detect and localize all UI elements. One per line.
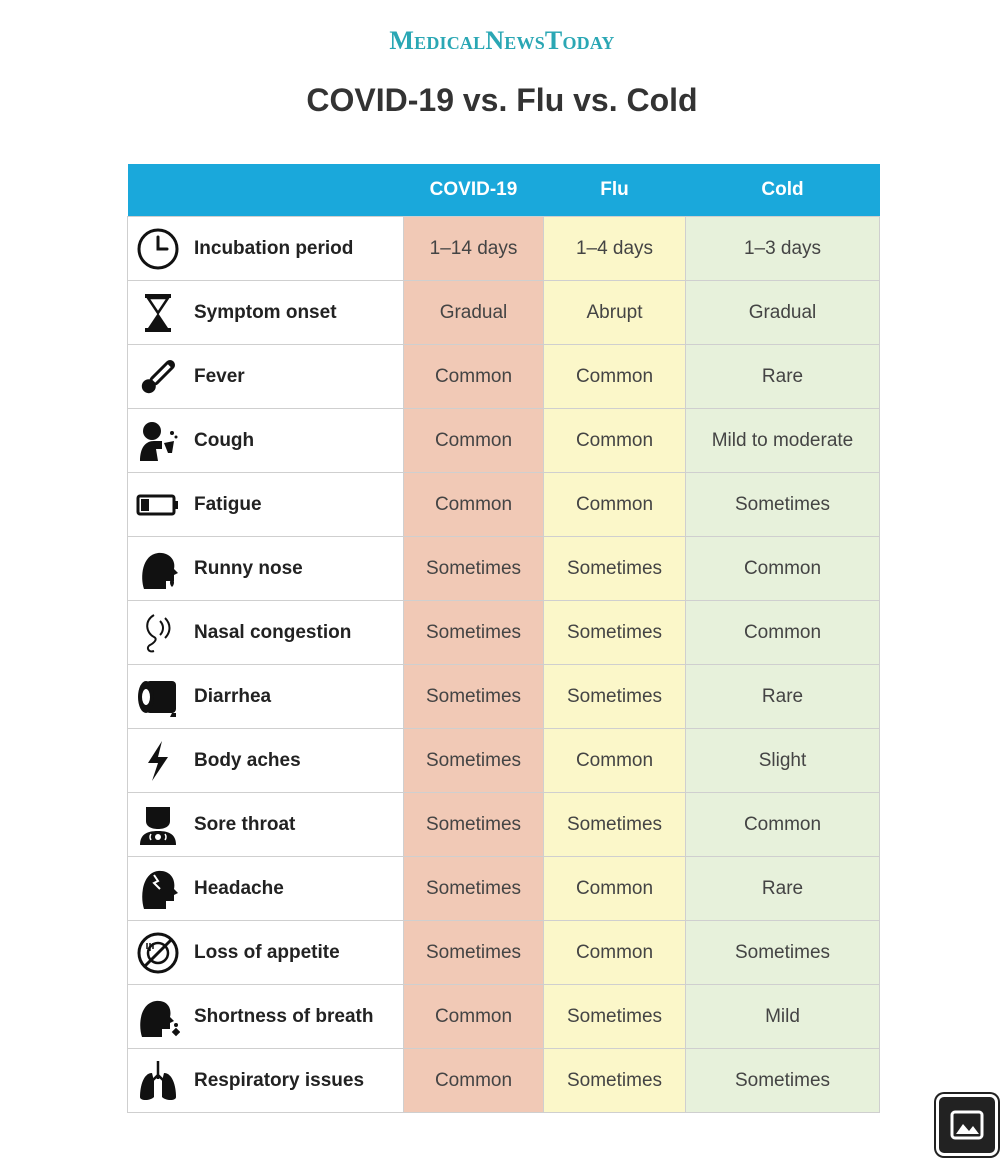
- comparison-table: [127, 164, 880, 1113]
- cold-value: Mild: [686, 985, 880, 1049]
- flu-value: Sometimes: [544, 985, 686, 1049]
- covid-value: Sometimes: [404, 537, 544, 601]
- symptom-cell: [128, 537, 404, 601]
- symptom-cell: [128, 281, 404, 345]
- flu-value: Sometimes: [544, 1049, 686, 1113]
- table-row: [128, 985, 880, 1049]
- cold-value: Slight: [686, 729, 880, 793]
- covid-value: Common: [404, 345, 544, 409]
- covid-value: Sometimes: [404, 729, 544, 793]
- cold-value: Common: [686, 793, 880, 857]
- covid-value: Common: [404, 473, 544, 537]
- toilet-paper-icon: [134, 673, 182, 721]
- clock-icon: [134, 225, 182, 273]
- flu-value: Sometimes: [544, 793, 686, 857]
- lightning-bolt-icon: [134, 737, 182, 785]
- cold-value: Common: [686, 537, 880, 601]
- table-row: [128, 537, 880, 601]
- covid-value: 1–14 days: [404, 217, 544, 281]
- covid-value: Sometimes: [404, 921, 544, 985]
- lungs-icon: [134, 1057, 182, 1105]
- cold-value: Rare: [686, 345, 880, 409]
- table-row: [128, 921, 880, 985]
- table-row: [128, 857, 880, 921]
- brand-logo: MedicalNewsToday: [389, 26, 615, 55]
- header-cold: Cold: [686, 164, 880, 217]
- symptom-cell: [128, 665, 404, 729]
- symptom-label: Loss of appetite: [194, 941, 340, 963]
- symptom-label: Cough: [194, 429, 255, 451]
- symptom-cell: [128, 921, 404, 985]
- flu-value: Common: [544, 857, 686, 921]
- header-flu: Flu: [544, 164, 686, 217]
- flu-value: Common: [544, 409, 686, 473]
- table-row: [128, 1049, 880, 1113]
- flu-value: Common: [544, 345, 686, 409]
- table-row: [128, 665, 880, 729]
- table-row: [128, 601, 880, 665]
- covid-value: Gradual: [404, 281, 544, 345]
- flu-value: Common: [544, 921, 686, 985]
- symptom-label: Sore throat: [194, 813, 296, 835]
- hourglass-icon: [134, 289, 182, 337]
- cold-value: Sometimes: [686, 921, 880, 985]
- flu-value: Sometimes: [544, 665, 686, 729]
- symptom-cell: [128, 729, 404, 793]
- nasal-congestion-icon: [134, 609, 182, 657]
- symptom-label: Runny nose: [194, 557, 303, 579]
- covid-value: Sometimes: [404, 665, 544, 729]
- symptom-label: Shortness of breath: [194, 1005, 374, 1027]
- image-icon: [950, 1110, 984, 1140]
- thermometer-icon: [134, 353, 182, 401]
- covid-value: Common: [404, 985, 544, 1049]
- table-row: [128, 473, 880, 537]
- cold-value: Gradual: [686, 281, 880, 345]
- header-symptom: [128, 164, 404, 217]
- page-title: COVID-19 vs. Flu vs. Cold: [306, 82, 698, 118]
- table-row: [128, 281, 880, 345]
- cold-value: Rare: [686, 665, 880, 729]
- symptom-label: Diarrhea: [194, 685, 272, 707]
- flu-value: Abrupt: [544, 281, 686, 345]
- sore-throat-icon: [134, 801, 182, 849]
- breath-icon: [134, 993, 182, 1041]
- covid-value: Sometimes: [404, 601, 544, 665]
- table-row: [128, 793, 880, 857]
- cold-value: Mild to moderate: [686, 409, 880, 473]
- symptom-cell: [128, 345, 404, 409]
- flu-value: Common: [544, 729, 686, 793]
- headache-icon: [134, 865, 182, 913]
- symptom-cell: [128, 985, 404, 1049]
- symptom-label: Symptom onset: [194, 301, 337, 323]
- symptom-cell: [128, 473, 404, 537]
- symptom-cell: [128, 409, 404, 473]
- flu-value: Sometimes: [544, 601, 686, 665]
- header-covid: COVID-19: [404, 164, 544, 217]
- symptom-label: Fever: [194, 365, 245, 387]
- symptom-label: Incubation period: [194, 237, 354, 259]
- covid-value: Sometimes: [404, 793, 544, 857]
- symptom-cell: [128, 1049, 404, 1113]
- table-row: [128, 345, 880, 409]
- flu-value: 1–4 days: [544, 217, 686, 281]
- cold-value: Sometimes: [686, 1049, 880, 1113]
- table-row: [128, 729, 880, 793]
- covid-value: Sometimes: [404, 857, 544, 921]
- table-row: [128, 409, 880, 473]
- covid-value: Common: [404, 409, 544, 473]
- symptom-cell: [128, 601, 404, 665]
- cold-value: Rare: [686, 857, 880, 921]
- covid-value: Common: [404, 1049, 544, 1113]
- symptom-label: Fatigue: [194, 493, 262, 515]
- table-row: [128, 217, 880, 281]
- cold-value: Common: [686, 601, 880, 665]
- symptom-label: Respiratory issues: [194, 1069, 365, 1091]
- flu-value: Common: [544, 473, 686, 537]
- symptom-cell: [128, 217, 404, 281]
- symptom-cell: [128, 793, 404, 857]
- header-row: [128, 164, 880, 217]
- symptom-cell: [128, 857, 404, 921]
- image-button[interactable]: [936, 1094, 998, 1156]
- cold-value: 1–3 days: [686, 217, 880, 281]
- low-battery-icon: [134, 481, 182, 529]
- flu-value: Sometimes: [544, 537, 686, 601]
- cold-value: Sometimes: [686, 473, 880, 537]
- symptom-label: Headache: [194, 877, 284, 899]
- cough-icon: [134, 417, 182, 465]
- symptom-label: Body aches: [194, 749, 301, 771]
- symptom-label: Nasal congestion: [194, 621, 352, 643]
- runny-nose-icon: [134, 545, 182, 593]
- no-food-icon: [134, 929, 182, 977]
